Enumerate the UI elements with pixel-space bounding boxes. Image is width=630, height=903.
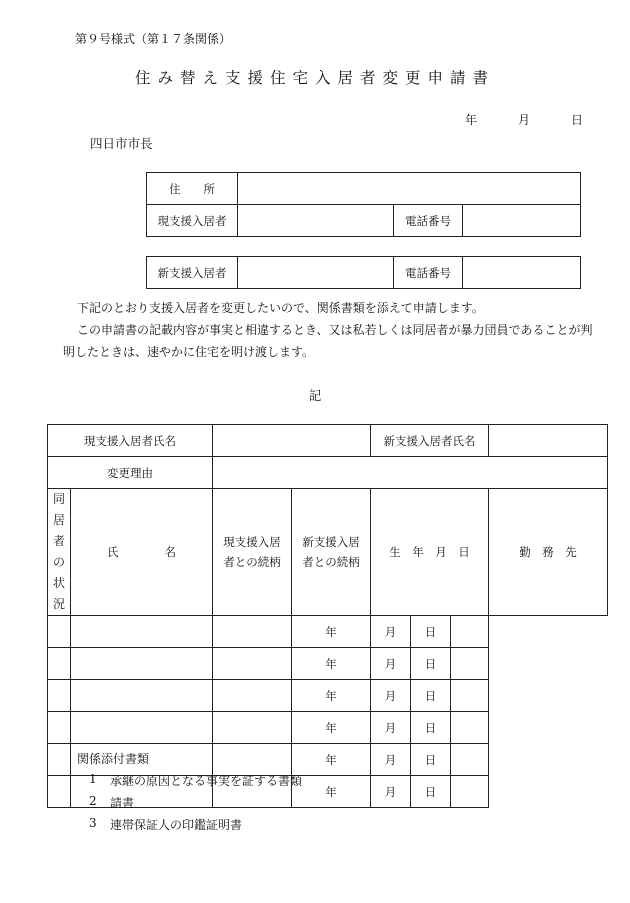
cohabitant-label bbox=[48, 489, 71, 616]
statement-line-2: この申請書の記載内容が事実と相違するとき、又は私若しくは同居者が暴力団員であることが判 bbox=[77, 323, 593, 337]
col-rel-new-header bbox=[292, 489, 371, 616]
date-month-label: 月 bbox=[518, 113, 531, 127]
cohabitant-rel-current-field[interactable] bbox=[71, 712, 213, 744]
birth-year-label: 年 bbox=[292, 712, 371, 744]
applicant-info-table bbox=[146, 172, 581, 237]
phone-label-2: 電話番号 bbox=[394, 257, 463, 289]
cohabitant-rel-current-field[interactable] bbox=[71, 648, 213, 680]
col-name-header: 氏 名 bbox=[71, 489, 213, 616]
cohabitant-char-2: 居 bbox=[52, 513, 65, 527]
birth-day-label: 日 bbox=[411, 648, 451, 680]
col-birth-header: 生 年 月 日 bbox=[371, 489, 489, 616]
addressee: 四日市市長 bbox=[90, 136, 153, 151]
attachments-heading: 関係添付書類 bbox=[77, 752, 150, 766]
date-year-label: 年 bbox=[465, 113, 478, 127]
birth-day-label: 日 bbox=[411, 616, 451, 648]
birth-day-label: 日 bbox=[411, 776, 451, 808]
phone-field-2[interactable] bbox=[463, 257, 581, 289]
col-rel-new-line-2: 者との続柄 bbox=[302, 555, 360, 569]
birth-month-label: 月 bbox=[371, 744, 411, 776]
cohabitant-row bbox=[48, 712, 608, 744]
cohabitant-char-1: 同 bbox=[52, 492, 65, 506]
attachment-num-3: 3 bbox=[89, 816, 97, 830]
cohabitant-row bbox=[48, 616, 608, 648]
col-rel-current-line-2: 者との続柄 bbox=[223, 555, 281, 569]
attachment-item-1: 承継の原因となる事実を証する書類 bbox=[110, 774, 303, 788]
current-name-label: 現支援入居者氏名 bbox=[48, 425, 213, 457]
cohabitant-char-5: 状 bbox=[52, 576, 65, 590]
cohabitant-name-field[interactable] bbox=[48, 616, 71, 648]
birth-year-label: 年 bbox=[292, 648, 371, 680]
ki-heading: 記 bbox=[308, 388, 322, 403]
cohabitant-work-field[interactable] bbox=[451, 616, 489, 648]
cohabitant-rel-new-field[interactable] bbox=[213, 616, 292, 648]
cohabitant-char-4: の bbox=[52, 555, 65, 569]
document-title: 住み替え支援住宅入居者変更申請書 bbox=[134, 69, 495, 87]
birth-year-label: 年 bbox=[292, 680, 371, 712]
current-resident-field[interactable] bbox=[238, 205, 394, 237]
new-name-label: 新支援入居者氏名 bbox=[371, 425, 489, 457]
birth-month-label: 月 bbox=[371, 616, 411, 648]
cohabitant-rel-current-field[interactable] bbox=[71, 616, 213, 648]
birth-month-label: 月 bbox=[371, 712, 411, 744]
cohabitant-name-field[interactable] bbox=[48, 744, 71, 776]
birth-month-label: 月 bbox=[371, 776, 411, 808]
statement-line-1: 下記のとおり支援入居者を変更したいので、関係書類を添えて申請します。 bbox=[77, 301, 484, 315]
birth-month-label: 月 bbox=[371, 648, 411, 680]
col-work-header: 勤 務 先 bbox=[489, 489, 608, 616]
statement-line-3: 明したときは、速やかに住宅を明け渡します。 bbox=[63, 345, 315, 359]
phone-label: 電話番号 bbox=[394, 205, 463, 237]
cohabitant-work-field[interactable] bbox=[451, 744, 489, 776]
cohabitant-row bbox=[48, 648, 608, 680]
col-rel-new-line-1: 新支援入居 bbox=[302, 535, 360, 549]
birth-day-label: 日 bbox=[411, 680, 451, 712]
reason-label: 変更理由 bbox=[48, 457, 213, 489]
cohabitant-rel-new-field[interactable] bbox=[213, 744, 292, 776]
birth-day-label: 日 bbox=[411, 744, 451, 776]
birth-year-label: 年 bbox=[292, 744, 371, 776]
new-resident-field[interactable] bbox=[238, 257, 394, 289]
cohabitant-work-field[interactable] bbox=[451, 712, 489, 744]
current-name-field[interactable] bbox=[213, 425, 371, 457]
cohabitant-row bbox=[48, 680, 608, 712]
cohabitant-work-field[interactable] bbox=[451, 648, 489, 680]
birth-day-label: 日 bbox=[411, 712, 451, 744]
cohabitant-rel-new-field[interactable] bbox=[213, 680, 292, 712]
address-field[interactable] bbox=[238, 173, 581, 205]
date-day-label: 日 bbox=[571, 113, 584, 127]
attachment-item-3: 連帯保証人の印鑑証明書 bbox=[110, 818, 243, 832]
birth-month-label: 月 bbox=[371, 680, 411, 712]
current-resident-label: 現支援入居者 bbox=[147, 205, 238, 237]
form-label: 第９号様式（第１７条関係） bbox=[75, 32, 232, 46]
new-name-field[interactable] bbox=[489, 425, 608, 457]
cohabitant-name-field[interactable] bbox=[48, 680, 71, 712]
attachment-num-1: 1 bbox=[89, 772, 97, 786]
address-label: 住 所 bbox=[147, 173, 238, 205]
cohabitant-name-field[interactable] bbox=[48, 648, 71, 680]
phone-field[interactable] bbox=[463, 205, 581, 237]
new-resident-table bbox=[146, 256, 581, 289]
birth-year-label: 年 bbox=[292, 616, 371, 648]
reason-field[interactable] bbox=[213, 457, 608, 489]
new-resident-label: 新支援入居者 bbox=[147, 257, 238, 289]
cohabitant-rel-new-field[interactable] bbox=[213, 648, 292, 680]
cohabitant-rel-new-field[interactable] bbox=[213, 712, 292, 744]
cohabitant-name-field[interactable] bbox=[48, 712, 71, 744]
attachment-item-2: 請書 bbox=[110, 796, 135, 810]
cohabitant-char-3: 者 bbox=[52, 534, 65, 548]
cohabitant-rel-current-field[interactable] bbox=[71, 680, 213, 712]
cohabitant-name-field[interactable] bbox=[48, 776, 71, 808]
col-rel-current-header bbox=[213, 489, 292, 616]
cohabitant-char-6: 況 bbox=[52, 597, 65, 611]
col-rel-current-line-1: 現支援入居 bbox=[223, 535, 281, 549]
attachment-num-2: 2 bbox=[89, 794, 97, 808]
birth-year-label: 年 bbox=[292, 776, 371, 808]
cohabitant-work-field[interactable] bbox=[451, 680, 489, 712]
cohabitant-work-field[interactable] bbox=[451, 776, 489, 808]
